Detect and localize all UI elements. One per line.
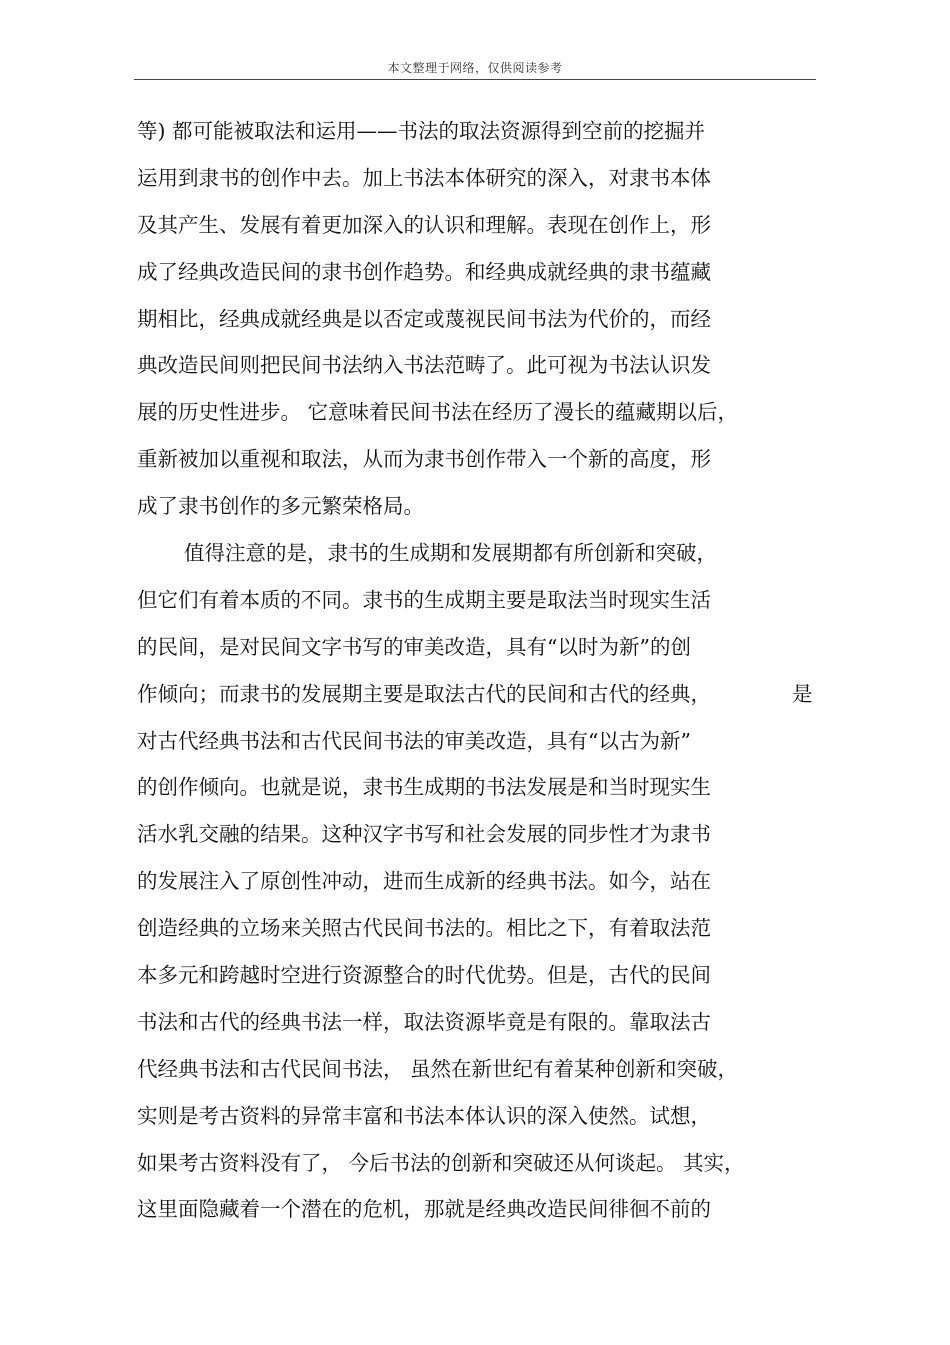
text-line: 重新被加以重视和取法，从而为隶书创作带入一个新的高度，形 xyxy=(137,447,711,472)
text-line: 本多元和跨越时空进行资源整合的时代优势。但是，古代的民间 xyxy=(137,963,711,988)
text-line: 如果考古资料没有了， 今后书法的创新和突破还从何谈起。 其实， xyxy=(137,1150,745,1175)
text-line xyxy=(0,671,950,718)
text-line: 期相比，经典成就经典是以否定或蔑视民间书法为代价的，而经 xyxy=(137,306,711,331)
text-line-tail: 是 xyxy=(792,681,813,706)
text-line: 但它们有着本质的不同。隶书的生成期主要是取法当时现实生活 xyxy=(137,587,711,612)
text-line: 的创作倾向。也就是说，隶书生成期的书法发展是和当时现实生 xyxy=(137,775,711,800)
text-line: 成了经典改造民间的隶书创作趋势。和经典成就经典的隶书蕴藏 xyxy=(137,259,711,284)
text-line: 活水乳交融的结果。这种汉字书写和社会发展的同步性才为隶书 xyxy=(137,822,711,847)
text-line: 典改造民间则把民间书法纳入书法范畴了。此可视为书法认识发 xyxy=(137,353,711,378)
text-line: 运用到隶书的创作中去。加上书法本体研究的深入，对隶书本体 xyxy=(137,165,711,190)
body-text xyxy=(0,108,950,1233)
text-line-main: 作倾向；而隶书的发展期主要是取法古代的民间和古代的经典， xyxy=(137,681,711,706)
text-line: 成了隶书创作的多元繁荣格局。 xyxy=(137,494,424,519)
text-line: 对古代经典书法和古代民间书法的审美改造，具有“以古为新” xyxy=(137,728,691,753)
text-line: 书法和古代的经典书法一样，取法资源毕竟是有限的。靠取法古 xyxy=(137,1009,711,1034)
text-line: 及其产生、发展有着更加深入的认识和理解。表现在创作上，形 xyxy=(137,212,711,237)
header-divider xyxy=(134,79,816,80)
text-line: 代经典书法和古代民间书法， 虽然在新世纪有着某种创新和突破， xyxy=(137,1056,739,1081)
text-line: 展的历史性进步。 它意味着民间书法在经历了漫长的蕴藏期以后， xyxy=(137,400,739,425)
text-line: 的发展注入了原创性冲动，进而生成新的经典书法。如今，站在 xyxy=(137,869,711,894)
text-line: 实则是考古资料的异常丰富和书法本体认识的深入使然。试想， xyxy=(137,1103,711,1128)
text-line: 等) 都可能被取法和运用——书法的取法资源得到空前的挖掘并 xyxy=(137,119,706,143)
text-line: 的民间，是对民间文字书写的审美改造，具有“以时为新”的创 xyxy=(137,634,691,659)
page-header: 本文整理于网络，仅供阅读参考 xyxy=(387,61,563,75)
paragraph-start-line: 值得注意的是，隶书的生成期和发展期都有所创新和突破， xyxy=(184,541,717,566)
text-line: 创造经典的立场来关照古代民间书法的。相比之下，有着取法范 xyxy=(137,916,711,941)
text-line: 这里面隐藏着一个潜在的危机，那就是经典改造民间徘徊不前的 xyxy=(137,1197,711,1222)
